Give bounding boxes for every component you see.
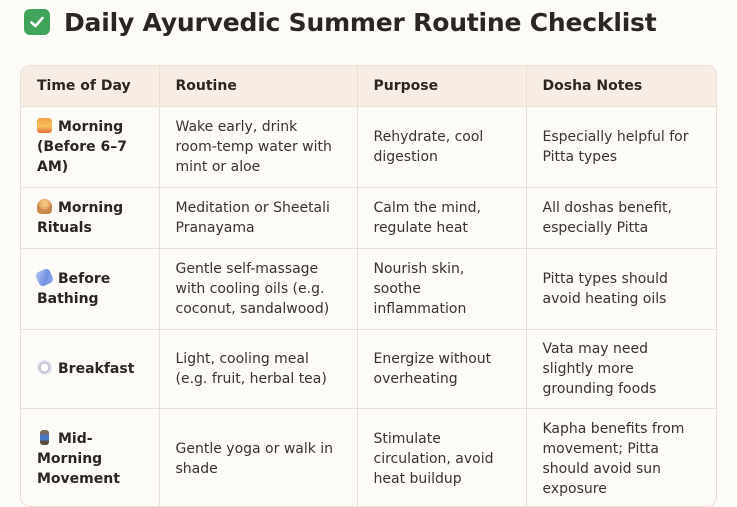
purpose-cell: Energize without overheating	[357, 330, 526, 409]
table-row	[21, 188, 716, 249]
page-title: Daily Ayurvedic Summer Routine Checklist	[64, 8, 657, 37]
time-label: Before Bathing	[37, 271, 110, 307]
table-header-row	[21, 66, 716, 107]
time-cell	[21, 188, 159, 249]
routine-cell: Gentle self-massage with cooling oils (e.g. coconut, sandalwood)	[159, 249, 357, 330]
time-cell	[21, 330, 159, 409]
dosha-notes-cell: Kapha benefits from movement; Pitta should avoid sun exposure	[526, 409, 716, 507]
dosha-notes-cell: Especially helpful for Pitta types	[526, 107, 716, 188]
column-header-time: Time of Day	[21, 66, 159, 107]
routine-cell: Meditation or Sheetali Pranayama	[159, 188, 357, 249]
dosha-notes-cell: Vata may need slightly more grounding foods	[526, 330, 716, 409]
purpose-cell: Rehydrate, cool digestion	[357, 107, 526, 188]
meditation-icon	[37, 199, 52, 214]
table-row	[21, 409, 716, 507]
time-cell	[21, 107, 159, 188]
routine-cell: Gentle yoga or walk in shade	[159, 409, 357, 507]
time-cell	[21, 409, 159, 507]
sunrise-icon	[37, 118, 52, 133]
check-mark-button-icon	[24, 9, 50, 35]
table-row	[21, 330, 716, 409]
plate-icon	[37, 360, 52, 375]
purpose-cell: Nourish skin, soothe inflammation	[357, 249, 526, 330]
table-row	[21, 249, 716, 330]
routine-table	[20, 65, 717, 507]
time-label: Breakfast	[58, 361, 134, 377]
purpose-cell: Calm the mind, regulate heat	[357, 188, 526, 249]
column-header-purpose: Purpose	[357, 66, 526, 107]
dosha-notes-cell: Pitta types should avoid heating oils	[526, 249, 716, 330]
routine-cell: Wake early, drink room-temp water with mint or aloe	[159, 107, 357, 188]
title-row	[24, 4, 657, 40]
walking-person-icon	[40, 430, 49, 445]
dosha-notes-cell: All doshas benefit, especially Pitta	[526, 188, 716, 249]
column-header-dosha-notes: Dosha Notes	[526, 66, 716, 107]
time-cell	[21, 249, 159, 330]
routine-cell: Light, cooling meal (e.g. fruit, herbal tea)	[159, 330, 357, 409]
soap-icon	[35, 268, 55, 288]
time-label: Morning (Before 6–7 AM)	[37, 119, 127, 175]
purpose-cell: Stimulate circulation, avoid heat buildup	[357, 409, 526, 507]
time-label: Morning Rituals	[37, 200, 123, 236]
time-label: Mid-Morning Movement	[37, 431, 120, 487]
table-row	[21, 107, 716, 188]
column-header-routine: Routine	[159, 66, 357, 107]
